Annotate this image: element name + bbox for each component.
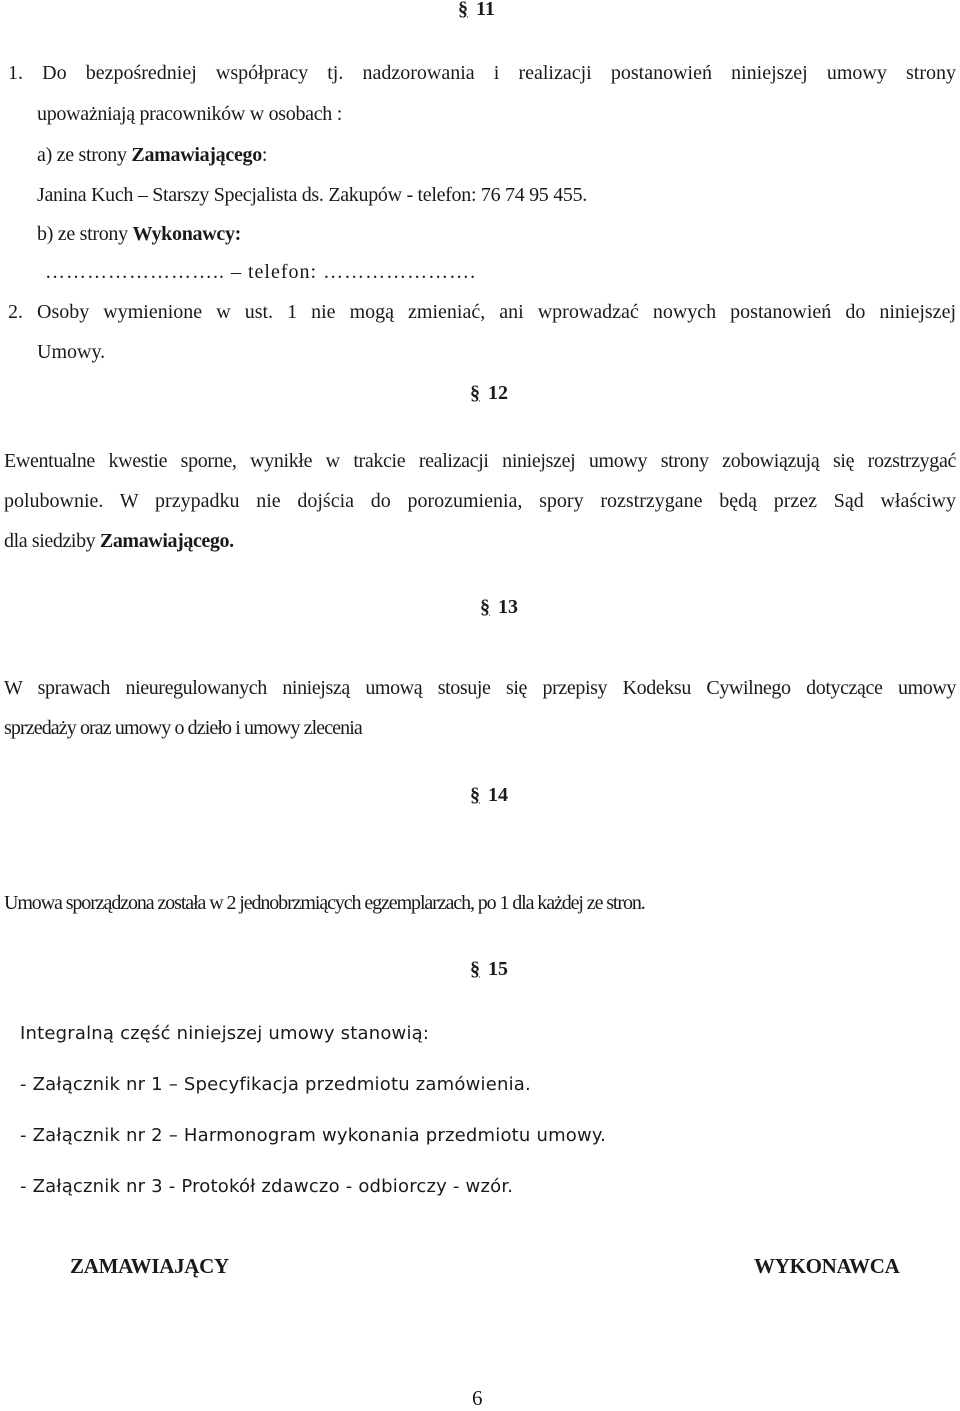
page-number: 6 bbox=[472, 1386, 483, 1410]
s15-attachment-1: - Załącznik nr 1 – Specyfikacja przedmiotu zamówienia. bbox=[20, 1074, 531, 1095]
signature-right: WYKONAWCA bbox=[754, 1254, 900, 1278]
s13-line-1: W sprawach nieuregulowanych niniejszą umową stosuje się przepisy Kodeksu Cywilnego dotyczące umowy bbox=[4, 677, 956, 699]
section-heading-11 bbox=[458, 0, 495, 21]
section-sign: § bbox=[470, 958, 480, 980]
s12-line-3-prefix: dla siedziby bbox=[4, 530, 100, 552]
section-sign: § bbox=[470, 382, 480, 404]
section-number: 15 bbox=[488, 958, 508, 980]
item-a-party: Zamawiającego bbox=[131, 144, 262, 166]
s12-line-1: Ewentualne kwestie sporne, wynikłe w trakcie realizacji niniejszej umowy strony zobowiązują się rozstrzygać bbox=[4, 450, 956, 472]
s11-paragraph-1-line-2: upoważniają pracowników w osobach : bbox=[37, 103, 342, 125]
s11-paragraph-2-line-1: 2. Osoby wymienione w ust. 1 nie mogą zmieniać, ani wprowadzać nowych postanowień do niniejszej bbox=[8, 301, 956, 323]
section-sign: § bbox=[458, 0, 468, 20]
section-heading-13 bbox=[480, 596, 518, 619]
s11-paragraph-2-line-2: Umowy. bbox=[37, 341, 106, 363]
section-heading-12 bbox=[470, 382, 508, 405]
section-heading-15 bbox=[470, 958, 508, 981]
s12-line-3 bbox=[4, 530, 234, 553]
s15-attachment-3: - Załącznik nr 3 - Protokół zdawczo - odbiorczy - wzór. bbox=[20, 1176, 514, 1197]
s11-paragraph-1-line-1: 1. Do bezpośredniej współpracy tj. nadzorowania i realizacji postanowień niniejszej umowy strony bbox=[8, 62, 956, 84]
item-a-prefix: a) ze strony bbox=[37, 144, 132, 166]
item-a-suffix: : bbox=[261, 144, 268, 166]
section-number: 14 bbox=[488, 784, 508, 806]
item-b-prefix: b) ze strony bbox=[37, 223, 133, 245]
signature-left: ZAMAWIAJĄCY bbox=[70, 1254, 229, 1278]
s11-item-a-person: Janina Kuch – Starszy Specjalista ds. Zakupów - telefon: 76 74 95 455. bbox=[37, 184, 587, 206]
section-number: 11 bbox=[476, 0, 495, 20]
s11-item-b-contact: …………………….. – telefon: …………………. bbox=[45, 261, 477, 283]
item-b-party: Wykonawcy: bbox=[132, 223, 242, 245]
section-number: 13 bbox=[498, 596, 518, 618]
s12-line-3-party: Zamawiającego. bbox=[99, 530, 234, 552]
s12-line-2: polubownie. W przypadku nie dojścia do porozumienia, spory rozstrzygane będą przez Sąd właściwy bbox=[4, 490, 956, 512]
s15-attachment-2: - Załącznik nr 2 – Harmonogram wykonania przedmiotu umowy. bbox=[20, 1125, 607, 1146]
section-sign: § bbox=[470, 784, 480, 806]
s15-intro: Integralną część niniejszej umowy stanowią: bbox=[20, 1023, 430, 1044]
s14-line-1: Umowa sporządzona została w 2 jednobrzmiących egzemplarzach, po 1 dla każdej ze stron. bbox=[4, 892, 645, 914]
section-number: 12 bbox=[488, 382, 508, 404]
s11-item-a bbox=[37, 144, 267, 167]
s13-line-2: sprzedaży oraz umowy o dzieło i umowy zlecenia bbox=[4, 717, 362, 739]
section-heading-14 bbox=[470, 784, 508, 807]
s11-item-b bbox=[37, 223, 241, 246]
section-sign: § bbox=[480, 596, 490, 618]
